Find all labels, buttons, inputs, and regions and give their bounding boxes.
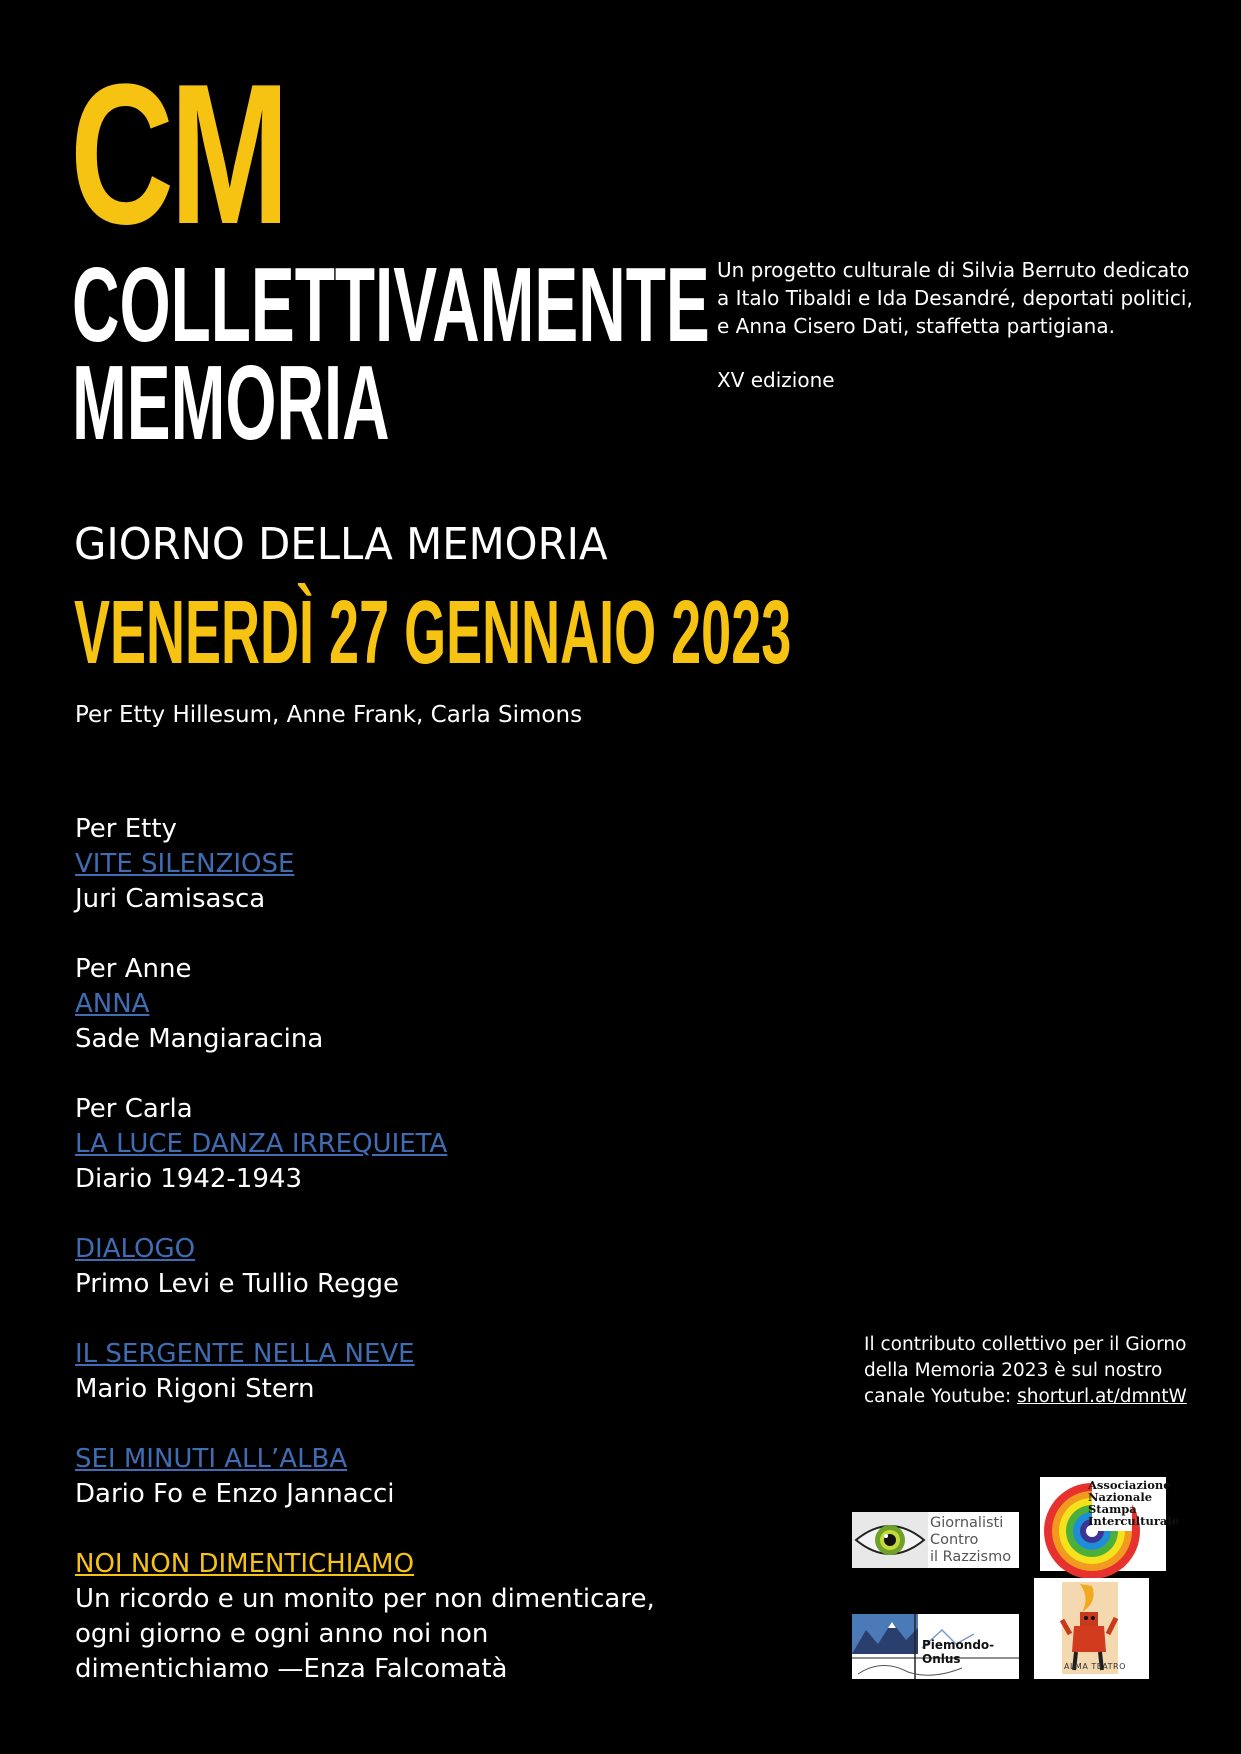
eye-icon	[852, 1512, 928, 1568]
gcr-text: Giornalisti Contro il Razzismo	[930, 1515, 1012, 1565]
program-author: Diario 1942-1943	[75, 1164, 302, 1194]
youtube-contribution	[864, 1332, 1204, 1410]
program-list	[75, 812, 675, 1722]
logo-giornalisti-contro-razzismo	[852, 1512, 1019, 1568]
closing-title-link[interactable]: NOI NON DIMENTICHIAMO	[75, 1549, 415, 1579]
logo-piemondo-onlus	[852, 1614, 1019, 1679]
event-dedication: Per Etty Hillesum, Anne Frank, Carla Simons	[75, 702, 583, 728]
program-intro: Per Anne	[75, 954, 192, 984]
program-author: Sade Mangiaracina	[75, 1024, 324, 1054]
ansi-text: Associazione Nazionale Stampa Interculturale	[1088, 1478, 1180, 1528]
cm-logo: CM	[70, 43, 286, 266]
program-title-link[interactable]: ANNA	[75, 989, 150, 1019]
edition-label: XV edizione	[717, 368, 835, 392]
event-name: GIORNO DELLA MEMORIA	[74, 519, 608, 570]
program-intro: Per Etty	[75, 814, 177, 844]
intro-line: a Italo Tibaldi e Ida Desandré, deportati politici,	[717, 286, 1193, 310]
program-item-etty	[75, 812, 675, 917]
program-item-closing	[75, 1547, 675, 1687]
logo-alma-teatro	[1034, 1578, 1149, 1679]
program-title-link[interactable]: DIALOGO	[75, 1234, 196, 1264]
program-author: Juri Camisasca	[75, 884, 266, 914]
intro-line: Un progetto culturale di Silvia Berruto dedicato	[717, 258, 1190, 282]
event-date: VENERDÌ 27 GENNAIO 2023	[74, 583, 792, 683]
program-author: Mario Rigoni Stern	[75, 1374, 315, 1404]
alma-text: ALMA TEATRO	[1064, 1662, 1126, 1671]
piemondo-text: Piemondo-Onlus	[922, 1638, 995, 1666]
program-item-sei-minuti	[75, 1442, 675, 1512]
logo-associazione-stampa-interculturale	[1040, 1477, 1180, 1571]
title-memoria: MEMORIA	[72, 344, 390, 462]
program-title-link[interactable]: IL SERGENTE NELLA NEVE	[75, 1339, 415, 1369]
contrib-prefix: canale Youtube:	[864, 1386, 1018, 1407]
title-collettivamente: COLLETTIVAMENTE	[72, 246, 710, 364]
project-intro	[717, 256, 1197, 394]
contrib-line: della Memoria 2023 è sul nostro	[864, 1360, 1163, 1381]
closing-line: Un ricordo e un monito per non dimenticare,	[75, 1584, 655, 1614]
program-author: Dario Fo e Enzo Jannacci	[75, 1479, 395, 1509]
closing-line: dimentichiamo —Enza Falcomatà	[75, 1654, 508, 1684]
program-title-link[interactable]: VITE SILENZIOSE	[75, 849, 295, 879]
program-intro: Per Carla	[75, 1094, 193, 1124]
youtube-link[interactable]: shorturl.at/dmntW	[1017, 1386, 1187, 1407]
program-author: Primo Levi e Tullio Regge	[75, 1269, 399, 1299]
program-item-dialogo	[75, 1232, 675, 1302]
program-title-link[interactable]: LA LUCE DANZA IRREQUIETA	[75, 1129, 448, 1159]
program-item-carla	[75, 1092, 675, 1197]
program-item-anne	[75, 952, 675, 1057]
closing-line: ogni giorno e ogni anno noi non	[75, 1619, 489, 1649]
program-title-link[interactable]: SEI MINUTI ALL’ALBA	[75, 1444, 348, 1474]
contrib-line	[864, 1384, 1204, 1410]
program-item-sergente	[75, 1337, 675, 1407]
contrib-line: Il contributo collettivo per il Giorno	[864, 1334, 1187, 1355]
intro-line: e Anna Cisero Dati, staffetta partigiana.	[717, 314, 1115, 338]
